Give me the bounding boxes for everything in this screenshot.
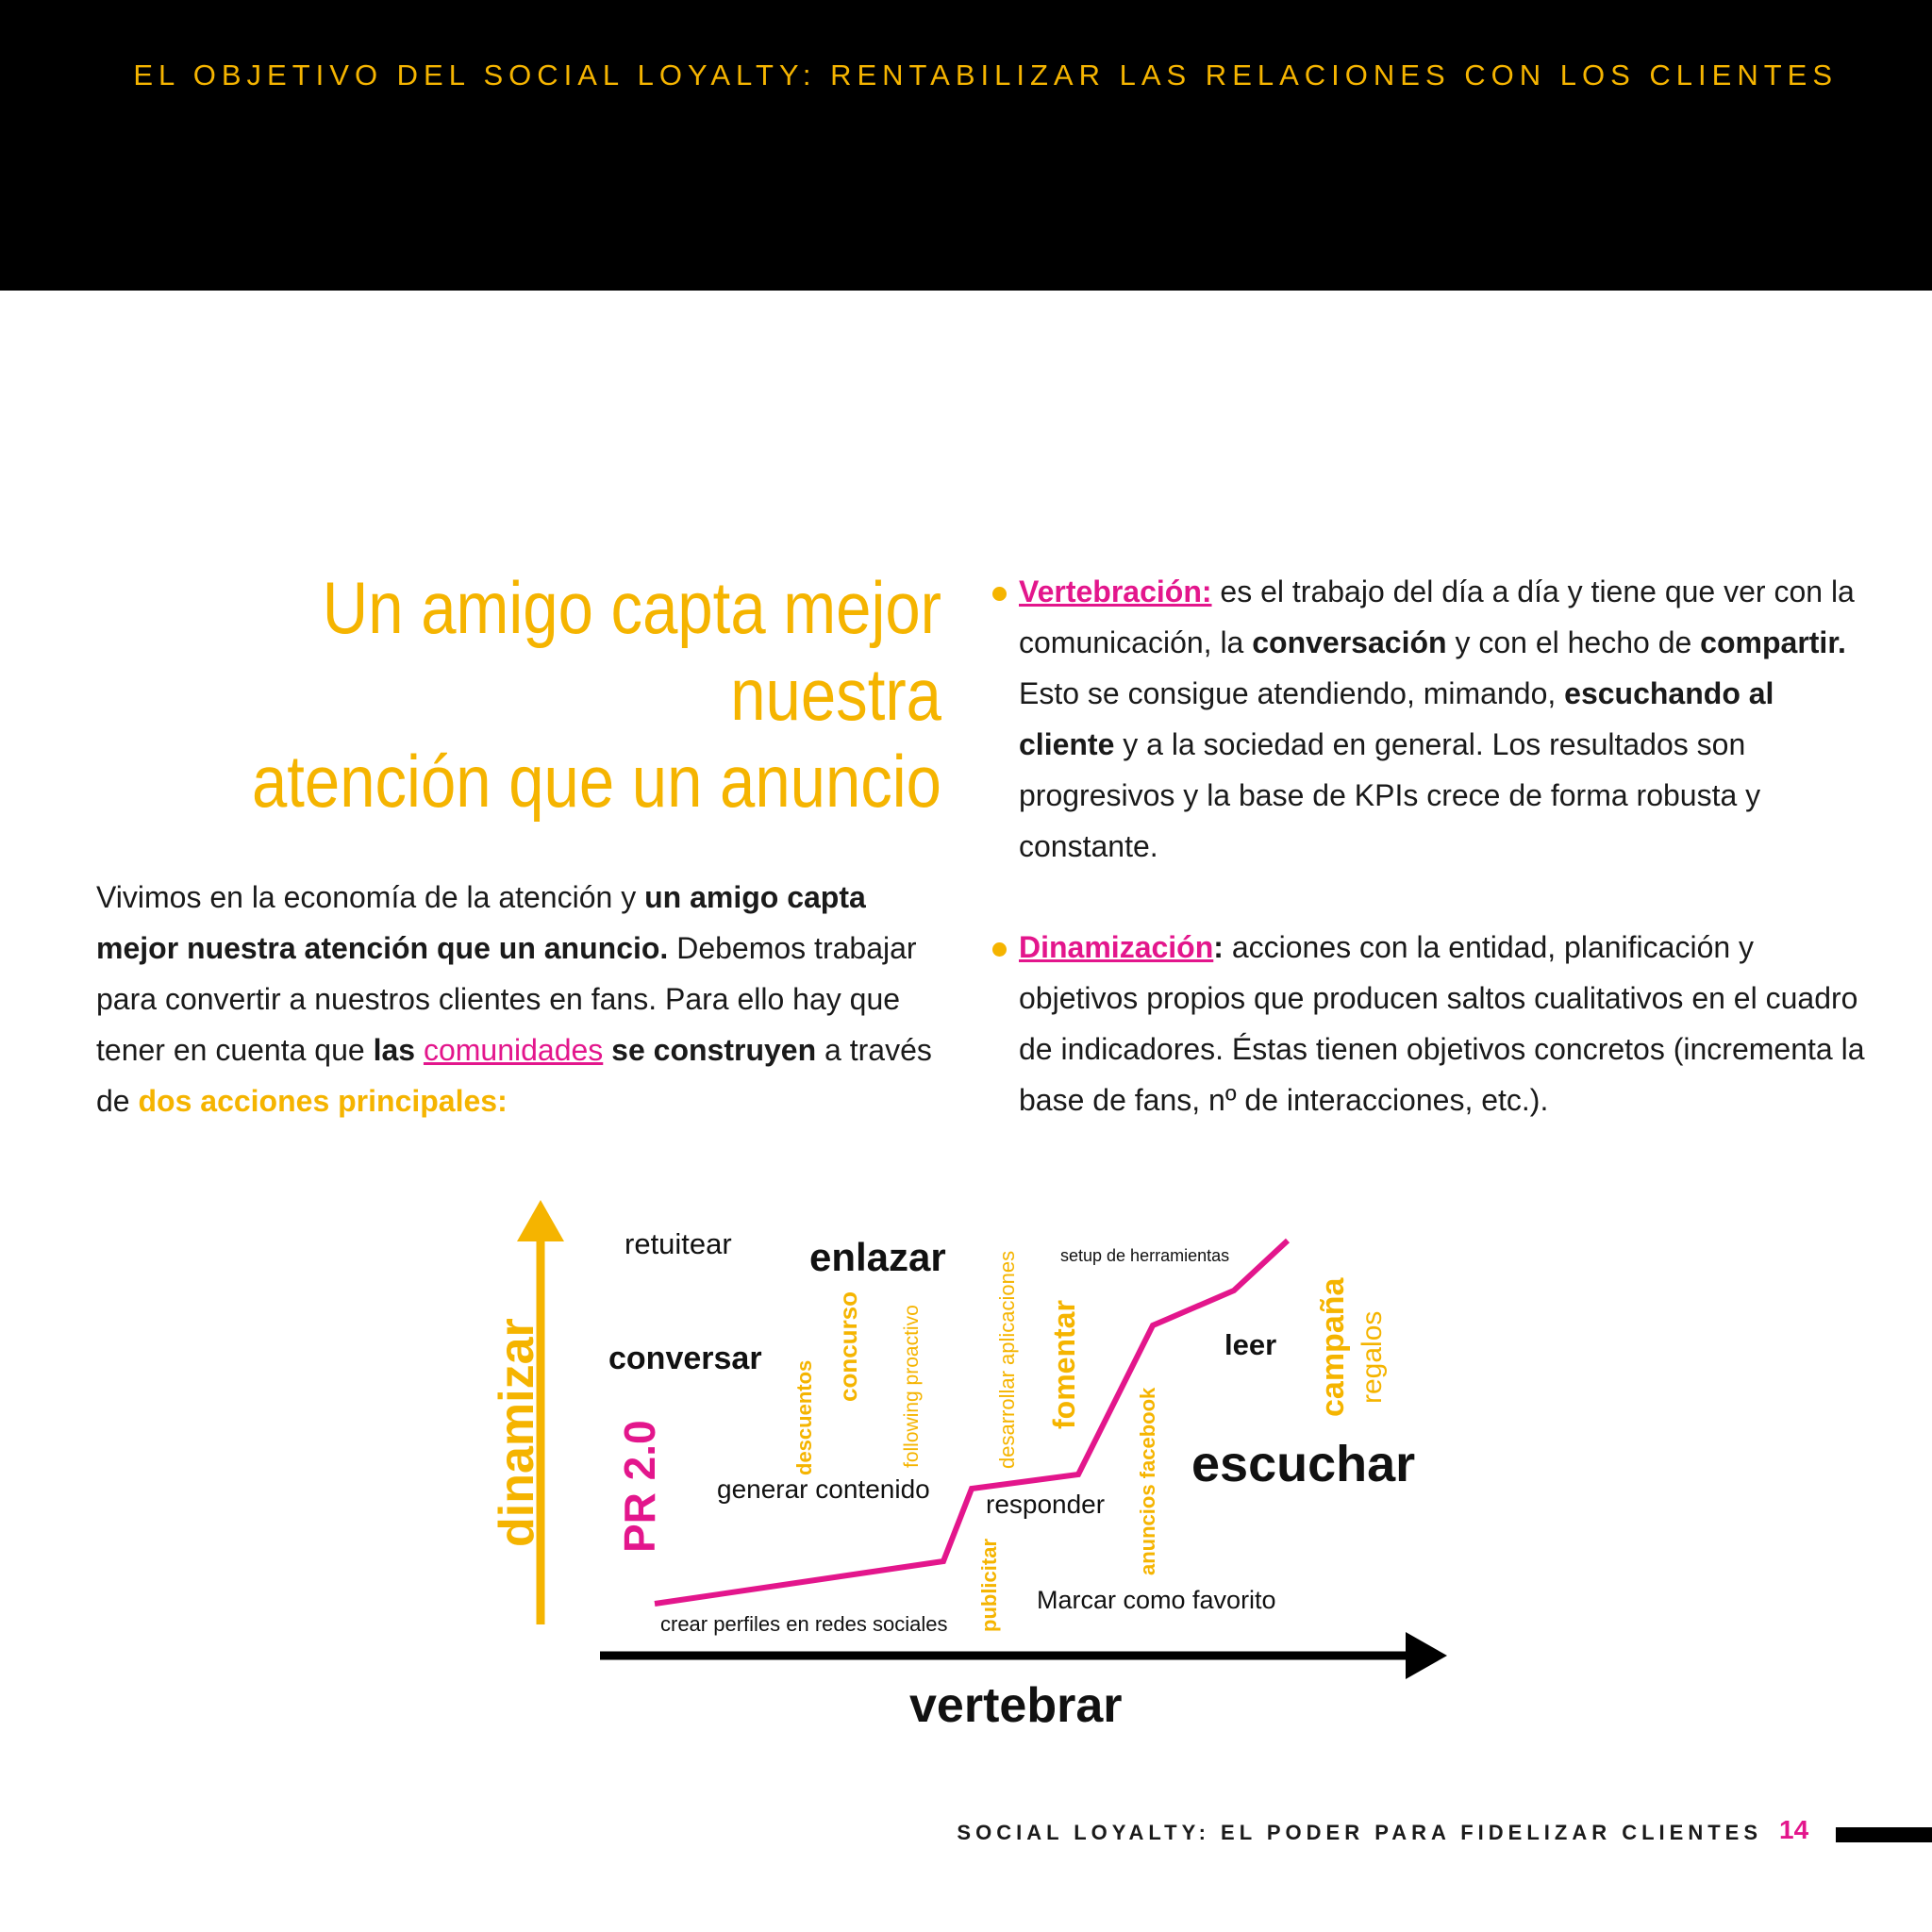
word-regalos: regalos <box>1357 1310 1388 1404</box>
word-conversar: conversar <box>608 1341 762 1376</box>
word-descuentos: descuentos <box>792 1359 816 1475</box>
bullet1-bold-2: compartir. <box>1700 625 1846 659</box>
bullet1-text-3: Esto se consigue atendiendo, mimando, <box>1019 676 1565 710</box>
word-leer: leer <box>1224 1328 1277 1361</box>
y-axis-label: dinamizar <box>490 1318 544 1547</box>
word-responder: responder <box>986 1490 1106 1519</box>
bullet1-text-1: es el trabajo del día a día y tiene que ver con la comunicación, la <box>1019 575 1855 659</box>
word-generar-contenido: generar contenido <box>717 1474 930 1504</box>
word-campana: campaña <box>1315 1277 1351 1417</box>
word-desarrollar: desarrollar aplicaciones <box>995 1250 1019 1469</box>
comunidades-link[interactable]: comunidades <box>423 1033 604 1067</box>
word-pr20: PR 2.0 <box>615 1420 664 1553</box>
word-marcar-favorito: Marcar como favorito <box>1037 1586 1276 1614</box>
bullet1-bold-1: conversación <box>1252 625 1447 659</box>
page-number: 14 <box>1779 1815 1809 1844</box>
y-axis-arrow-icon <box>517 1200 564 1241</box>
footer-bar <box>1836 1827 1932 1842</box>
bullet2-colon: : <box>1213 930 1224 964</box>
bullet1-text-2: y con el hecho de <box>1446 625 1701 659</box>
vertebracion-link[interactable]: Vertebración: <box>1019 575 1212 608</box>
growth-line <box>655 1241 1288 1604</box>
bullet2-text-1: acciones con la entidad, planificación y objetivos propios que producen saltos cualitativos en el cuadro de indicadores. Éstas tienen objetivos concretos (incrementa la base de fans, nº de interacciones, etc.). <box>1019 930 1865 1117</box>
word-retuitear: retuitear <box>625 1227 732 1260</box>
dinamizacion-link[interactable]: Dinamización <box>1019 930 1214 964</box>
bullet1-text-4: y a la sociedad en general. Los resultados son progresivos y la base de KPIs crece de forma robusta y constante. <box>1019 727 1761 863</box>
heading-line-2: atención que un anuncio <box>251 740 941 823</box>
intro-bold-3: se construyen <box>611 1033 817 1067</box>
word-anuncios-facebook: anuncios facebook <box>1136 1387 1159 1575</box>
intro-bold-2: las <box>373 1033 416 1067</box>
x-axis-label: vertebrar <box>909 1678 1123 1733</box>
word-following: following proactivo <box>901 1305 923 1468</box>
header-title: EL OBJETIVO DEL SOCIAL LOYALTY: RENTABILIZAR LAS RELACIONES CON LOS CLIENTES <box>133 58 1838 92</box>
intro-text-1: Vivimos en la economía de la atención y <box>96 880 645 914</box>
x-axis-arrow-icon <box>1406 1632 1447 1679</box>
word-crear-perfiles: crear perfiles en redes sociales <box>660 1612 948 1636</box>
intro-bold-1: un amigo capta mejor nuestra atención que un anuncio. <box>96 880 866 965</box>
intro-text-3: a través de <box>96 1033 932 1118</box>
word-fomentar: fomentar <box>1047 1300 1081 1429</box>
intro-highlight: dos acciones principales: <box>138 1084 508 1118</box>
word-publicitar: publicitar <box>977 1538 1001 1632</box>
heading-line-1: Un amigo capta mejor nuestra <box>322 566 941 736</box>
bullet1-bold-3: escuchando al cliente <box>1019 676 1774 761</box>
word-concurso: concurso <box>834 1291 862 1402</box>
word-enlazar: enlazar <box>809 1235 946 1279</box>
intro-text-2: Debemos trabajar para convertir a nuestros clientes en fans. Para ello hay que tener en cuenta que <box>96 931 917 1067</box>
footer-title: SOCIAL LOYALTY: EL PODER PARA FIDELIZAR CLIENTES <box>957 1821 1762 1844</box>
word-escuchar: escuchar <box>1191 1436 1416 1492</box>
word-setup: setup de herramientas <box>1060 1246 1230 1265</box>
